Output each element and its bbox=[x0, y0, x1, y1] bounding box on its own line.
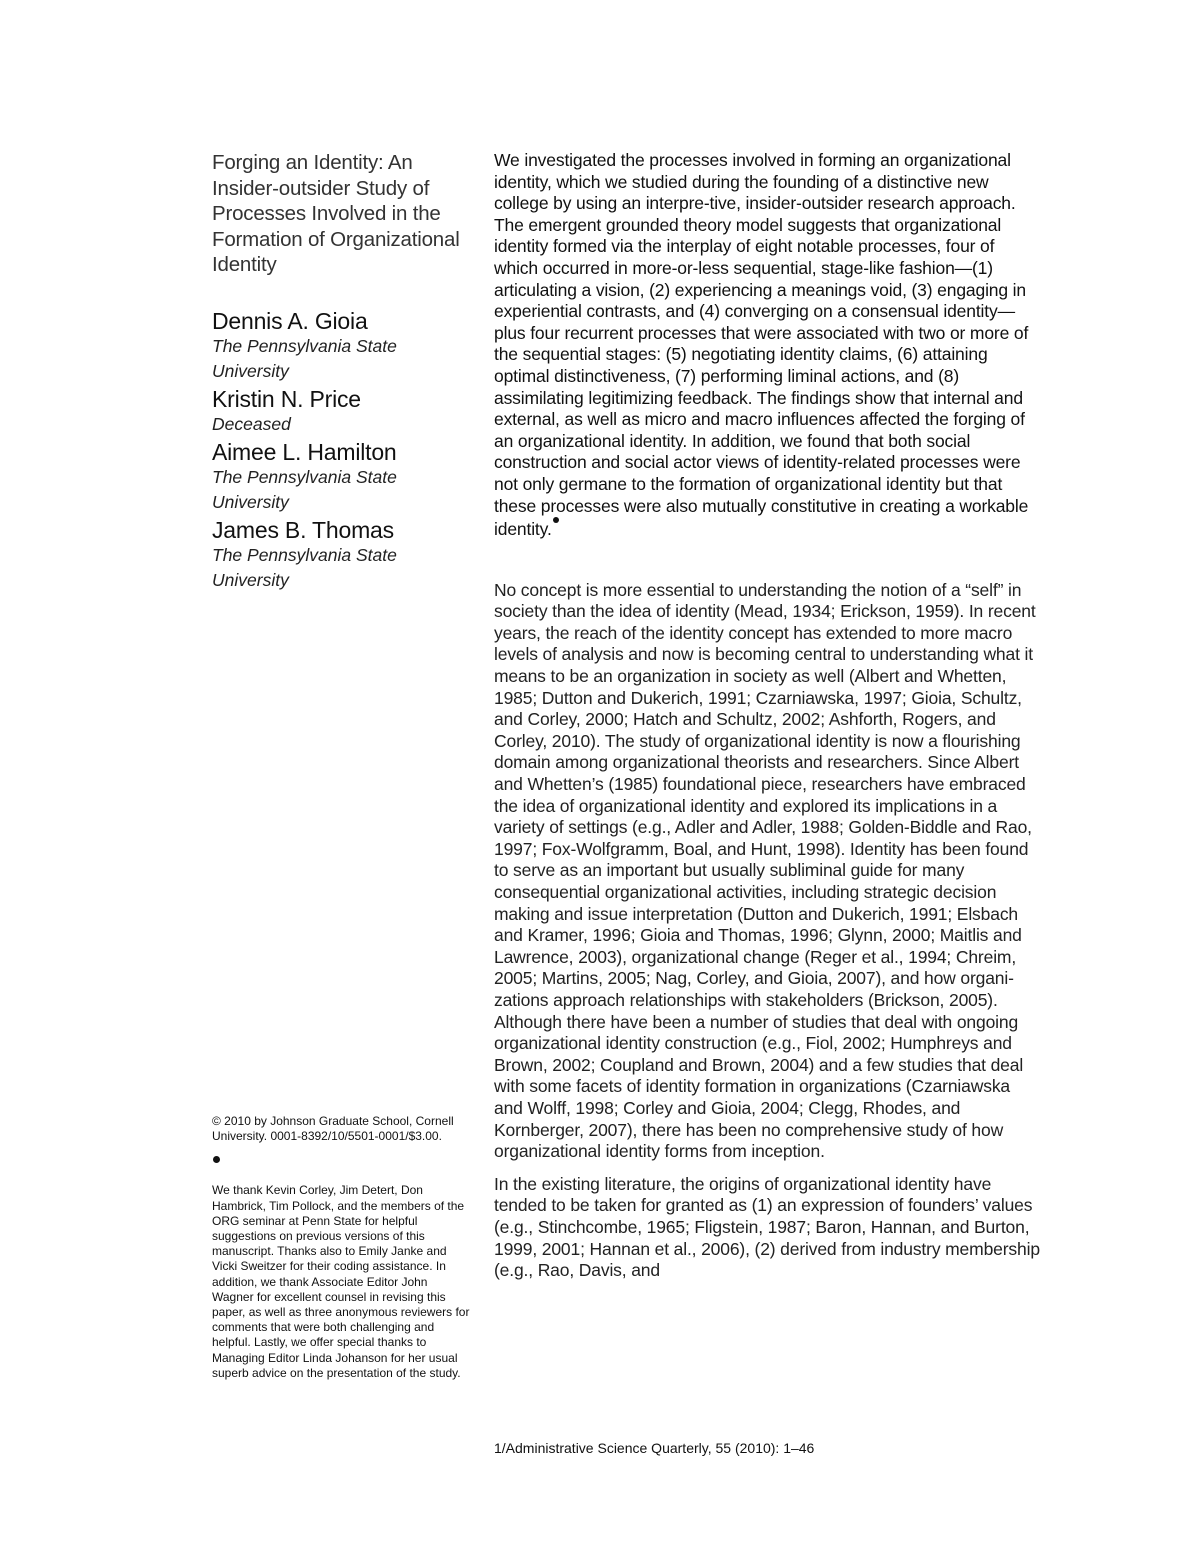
author-name: James B. Thomas bbox=[212, 516, 394, 543]
bullet-icon bbox=[213, 1156, 220, 1163]
article-title: Forging an Identity: An Insider-outsider Study of Processes Involved in the Formation of Organizational Identity bbox=[212, 151, 460, 276]
abstract-paragraph bbox=[494, 150, 1042, 541]
author-affiliation: Deceased bbox=[212, 413, 291, 434]
copyright-notice: © 2010 by Johnson Graduate School, Cornell University. 0001-8392/10/5501-0001/$3.00. bbox=[212, 1114, 454, 1144]
body-paragraph: In the existing literature, the origins of organizational identity have tended to be taken for granted as (1) an expression of founders’ values (e.g., Stinchcombe, 1965; Fligstein, 1987; Baron, Hannan, and Burton, 1999, 2001; Hannan et al., 2006), (2) derived from industry membership (e.g., Rao, Davis, and bbox=[494, 1173, 1040, 1281]
author-affiliation: The Pennsylvania State University bbox=[212, 544, 397, 590]
body-paragraph: No concept is more essential to understanding the notion of a “self” in society than the idea of identity (Mead, 1934; Erickson, 1959). In recent years, the reach of the identity concept has extended to more macro levels of analysis and now is becoming central to understanding what it means to be an organization in society as well (Albert and Whetten, 1985; Dutton and Dukerich, 1991; Czarniawska, 1997; Gioia, Schultz, and Corley, 2000; Hatch and Schultz, 2002; Ashforth, Rogers, and Corley, 2010). The study of organizational identity is now a flourishing domain among organizational theorists and researchers. Since Albert and Whetten’s (1985) foundational piece, researchers have embraced the idea of organizational identity and explored its implications in a variety of settings (e.g., Adler and Adler, 1988; Golden-Biddle and Rao, 1997; Fox-Wolfgramm, Boal, and Hunt, 1998). Identity has been found to serve as an important but usually subliminal guide for many consequential organizational activities, including strategic decision making and issue interpretation (Dutton and Dukerich, 1991; Elsbach and Kramer, 1996; Gioia and Thomas, 1996; Glynn, 2000; Maitlis and Lawrence, 2003), organizational change (Reger et al., 1994; Chreim, 2005; Martins, 2005; Nag, Corley, and Gioia, 2007), and how organi-zations approach relationships with stakeholders (Brickson, 2005). Although there have been a number of studies that deal with ongoing organizational identity construction (e.g., Fiol, 2002; Humphreys and Brown, 2002; Coupland and Brown, 2004) and a few studies that deal with some facets of identity formation in organizations (Czarniawska and Wolff, 1998; Corley and Gioia, 2004; Clegg, Rhodes, and Kornberger, 2007), there has been no comprehensive study of how organizational identity forms from inception. bbox=[494, 579, 1036, 1162]
footnote-block bbox=[212, 1114, 472, 1381]
author-name: Dennis A. Gioia bbox=[212, 307, 368, 334]
author-list bbox=[212, 308, 472, 593]
acknowledgment-note: We thank Kevin Corley, Jim Detert, Don Hambrick, Tim Pollock, and the members of the ORG seminar at Penn State for helpful suggestions on previous versions of this manuscript. Thanks also to Emily Janke and Vicki Sweitzer for their coding assistance. In addition, we thank Associate Editor John Wagner for excellent counsel in revising this paper, as well as three anonymous reviewers for comments that were both challenging and helpful. Lastly, we offer special thanks to Managing Editor Linda Johanson for her usual superb advice on the presentation of the study. bbox=[212, 1183, 470, 1380]
bullet-icon bbox=[553, 517, 559, 523]
author-name: Kristin N. Price bbox=[212, 385, 361, 412]
left-column bbox=[212, 150, 472, 595]
right-column bbox=[494, 150, 1042, 1282]
abstract-text: We investigated the processes involved in forming an organizational identity, which we studied during the founding of a distinctive new college by using an interpre-tive, insider-outsider research approach. The emergent grounded theory model suggests that organizational identity formed via the interplay of eight notable processes, four of which occurred in more-or-less sequential, stage-like fashion—(1) articulating a vision, (2) experiencing a meanings void, (3) engaging in experiential contrasts, and (4) converging on a consensual identity—plus four recurrent processes that were associated with two or more of the sequential stages: (5) negotiating identity claims, (6) attaining optimal distinctiveness, (7) performing liminal actions, and (8) assimilating legitimizing feedback. The findings show that internal and external, as well as micro and macro influences affected the forging of an organizational identity. In addition, we found that both social construction and social actor views of identity-related processes were not only germane to the formation of organizational identity but that these processes were also mutually constitutive in creating a workable identity. bbox=[494, 150, 1029, 540]
author-name: Aimee L. Hamilton bbox=[212, 438, 397, 465]
author-affiliation: The Pennsylvania State University bbox=[212, 466, 397, 512]
page-footer: 1/Administrative Science Quarterly, 55 (2010): 1–46 bbox=[494, 1440, 815, 1456]
author-affiliation: The Pennsylvania State University bbox=[212, 335, 397, 381]
